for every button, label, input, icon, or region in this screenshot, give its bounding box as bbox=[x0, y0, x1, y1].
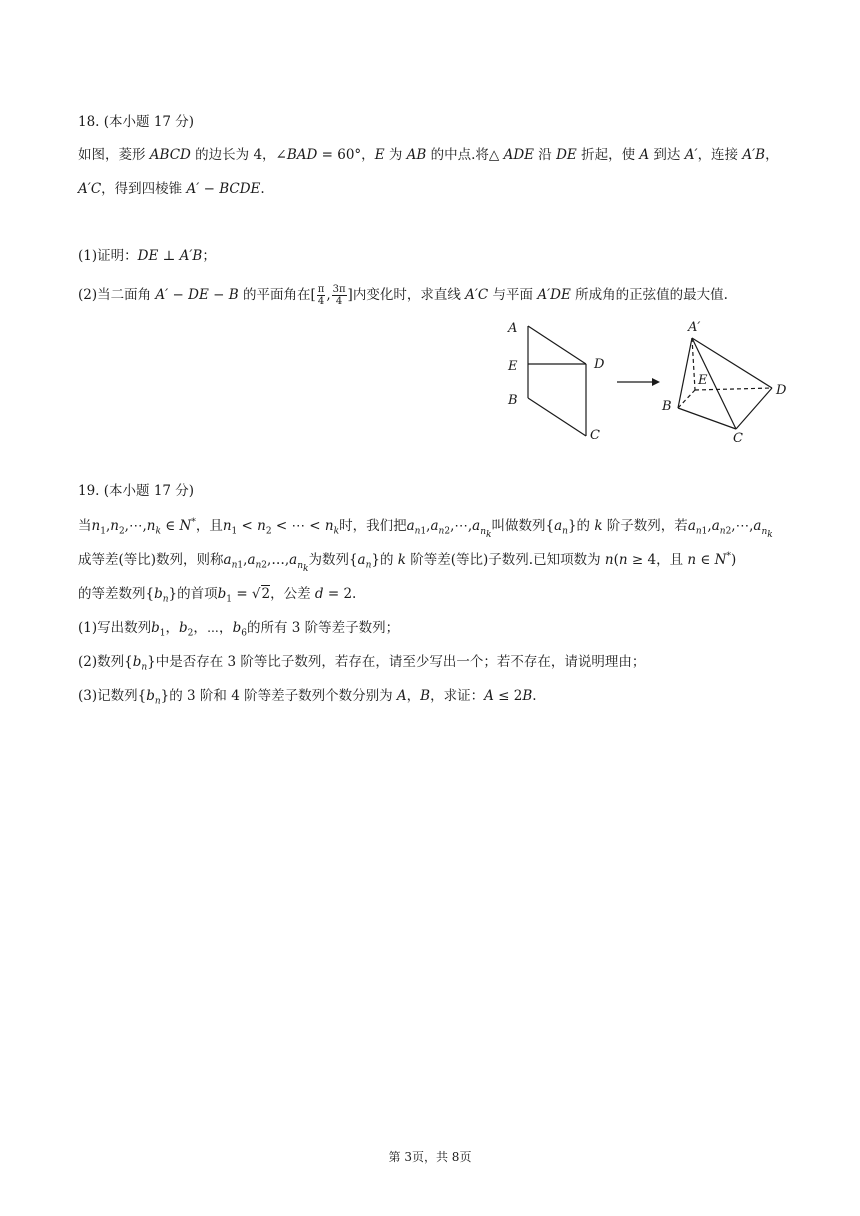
q19-part2: (2)数列$\{b_n\}$中是否存在 3 阶等比子数列，若存在，请至少写出一个；若不存在，请说明理由； bbox=[78, 654, 646, 673]
label-D-pyramid: D bbox=[776, 383, 787, 398]
q18-part2: (2)当二面角 A′ − DE − B 的平面角在[ $\frac{\pi}{4}$ , $\frac{3\pi}{4}$ ]内变化时，求直线 A′C 与平面 A′DE 所成角的正弦值的最大值. bbox=[78, 284, 728, 307]
label-A-prime: A′ bbox=[688, 320, 701, 335]
pyramid-figure bbox=[678, 338, 772, 429]
label-B-pyramid: B bbox=[662, 399, 672, 414]
label-E-pyramid: E bbox=[698, 373, 708, 388]
rhombus-figure bbox=[528, 326, 586, 436]
q19-statement-line1: 当$n_1,n_2,\cdots,n_k$ ∈ N*，且$n_1 < n_2$ < ⋯ < $n_k$时，我们把$a_{n1},a_{n2},\cdots,a_{n_k}$叫做数列$\{a_n\}$的 k 阶子数列，若$a_{n1},a_{n2},\cdots,a_{n_k}$ bbox=[78, 517, 773, 540]
label-D: D bbox=[594, 357, 605, 372]
q18-statement-line1: 如图，菱形 ABCD 的边长为 4，∠BAD = 60°，E 为 AB 的中点.将△ ADE 沿 DE 折起，使 A 到达 A′，连接 A′B， bbox=[78, 147, 779, 163]
label-C-pyramid: C bbox=[733, 431, 743, 446]
q18-statement-line2: A′C，得到四棱锥 A′ − BCDE. bbox=[78, 181, 265, 197]
q19-part1: (1)写出数列$b_1$，$b_2$，⋯，$b_6$的所有 3 阶等差子数列； bbox=[78, 620, 400, 639]
label-B: B bbox=[508, 393, 518, 408]
q19-statement-line2: 成等差(等比)数列，则称$a_{n1},a_{n2},\dots,a_{n_k}$为数列$\{a_n\}$的 k 阶等差(等比)子数列.已知项数为 n(n ≥ 4，且 n ∈ N*) bbox=[78, 551, 737, 574]
q19-statement-line3: 的等差数列$\{b_n\}$的首项$b_1 = √2$，公差 d = 2. bbox=[78, 586, 357, 605]
q18-part1: (1)证明：DE ⊥ A′B； bbox=[78, 248, 216, 264]
q19-part3: (3)记数列$\{b_n\}$的 3 阶和 4 阶等差子数列个数分别为 A，B，求证：A ≤ 2B. bbox=[78, 688, 537, 707]
label-A: A bbox=[508, 321, 518, 336]
label-E: E bbox=[508, 359, 518, 374]
q18-figure bbox=[500, 312, 800, 447]
page-footer: 第 3页，共 8页 bbox=[388, 1150, 472, 1164]
q19-header: 19. (本小题 17 分) bbox=[78, 483, 195, 499]
label-C: C bbox=[590, 428, 600, 443]
arrow-icon bbox=[617, 378, 660, 386]
q18-header: 18. (本小题 17 分) bbox=[78, 114, 195, 130]
